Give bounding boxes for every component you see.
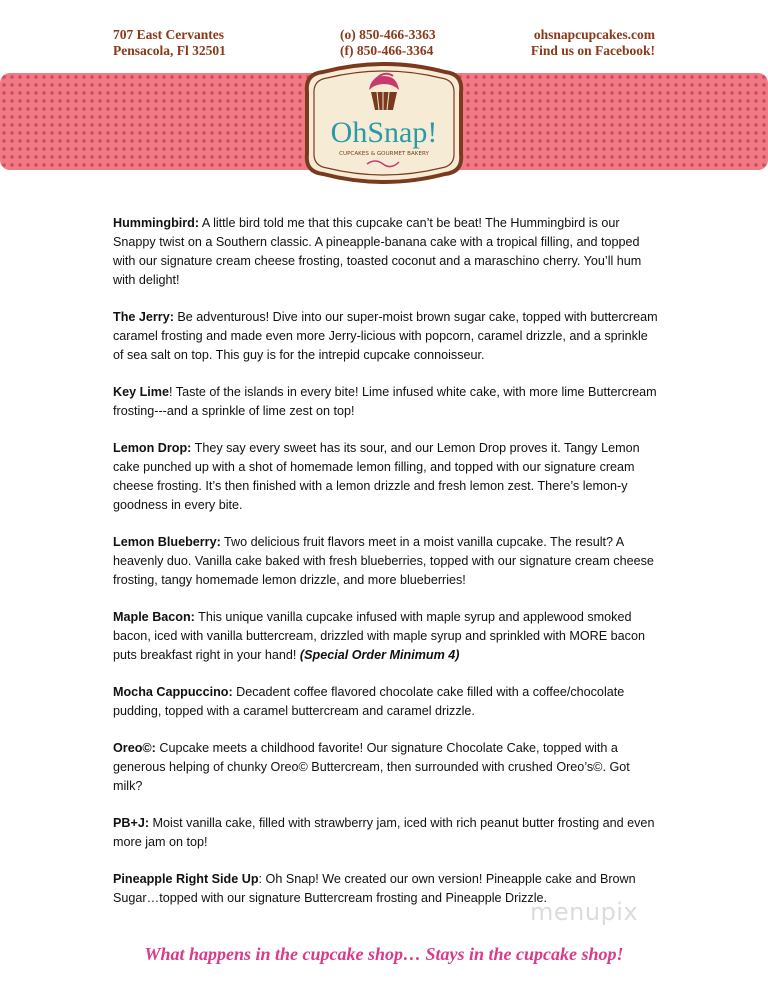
phone-number: (o) 850-466-3363 <box>340 27 436 42</box>
item-description: A little bird told me that this cupcake can’t be beat! The Hummingbird is our Snappy twist on a Southern classic. A pineapple-banana cake with a tropical filling, and topped with our signature cream cheese frosting, toasted coconut and a maraschino cherry. You’ll hum with delight! <box>113 216 642 287</box>
menu-item <box>113 533 658 590</box>
watermark: menupix <box>530 898 639 926</box>
menu-item <box>113 683 658 721</box>
item-description: Be adventurous! Dive into our super-moist brown sugar cake, topped with buttercream caramel frosting and made even more Jerry-licious with popcorn, caramel drizzle, and a sprinkle of sea salt on top. This guy is for the intrepid cupcake connoisseur. <box>113 310 658 362</box>
ohsnap-logo <box>303 62 465 184</box>
phone-block <box>340 27 436 59</box>
logo-name: OhSnap! <box>330 116 438 149</box>
item-description: This unique vanilla cupcake infused with maple syrup and applewood smoked bacon, iced with vanilla buttercream, drizzled with maple syrup and sprinkled with MORE bacon puts breakfast right in your hand! <box>113 610 645 662</box>
item-name: Maple Bacon: <box>113 610 195 624</box>
item-name: Lemon Drop: <box>113 441 192 455</box>
footer-slogan: What happens in the cupcake shop… Stays in the cupcake shop! <box>144 944 624 964</box>
address-block <box>113 27 226 59</box>
item-description: They say every sweet has its sour, and our Lemon Drop proves it. Tangy Lemon cake punched up with a shot of homemade lemon filling, and topped with our signature cream cheese frosting. It’s then finished with a lemon drizzle and fresh lemon zest. There’s lemon-y goodness in every bite. <box>113 441 640 512</box>
item-description: Moist vanilla cake, filled with strawberry jam, iced with rich peanut butter frosting and even more jam on top! <box>113 816 655 849</box>
facebook-link[interactable]: Find us on Facebook! <box>530 43 655 58</box>
item-description: Two delicious fruit flavors meet in a moist vanilla cupcake. The result? A heavenly duo. Vanilla cake baked with fresh blueberries, topped with our signature cream cheese frosting, tangy homemade lemon drizzle, and more blueberries! <box>113 535 654 587</box>
address-city: Pensacola, Fl 32501 <box>113 43 226 58</box>
item-name: Oreo©: <box>113 741 156 755</box>
menu-item <box>113 439 658 515</box>
menu-item <box>113 608 658 665</box>
address-street: 707 East Cervantes <box>113 27 224 42</box>
menu-item <box>113 214 658 290</box>
item-name: Lemon Blueberry: <box>113 535 221 549</box>
item-note: (Special Order Minimum 4) <box>299 648 460 662</box>
item-description: Decadent coffee flavored chocolate cake filled with a coffee/chocolate pudding, topped with a caramel buttercream and caramel drizzle. <box>113 685 625 718</box>
logo-graphic <box>303 62 465 184</box>
fax-number: (f) 850-466-3364 <box>340 43 434 58</box>
website-link[interactable]: ohsnapcupcakes.com <box>533 27 655 42</box>
item-description: Cupcake meets a childhood favorite! Our signature Chocolate Cake, topped with a generous helping of chunky Oreo© Buttercream, then surrounded with crushed Oreo’s©. Got milk? <box>113 741 630 793</box>
item-name: Key Lime <box>113 385 169 399</box>
item-name: Mocha Cappuccino: <box>113 685 233 699</box>
logo-tagline: CUPCAKES & GOURMET BAKERY <box>339 151 429 157</box>
web-block <box>531 27 655 59</box>
item-name: PB+J: <box>113 816 150 830</box>
item-name: The Jerry: <box>113 310 174 324</box>
item-name: Hummingbird: <box>113 216 200 230</box>
item-name: Pineapple Right Side Up <box>113 872 259 886</box>
item-description: : Oh Snap! We created our own version! Pineapple cake and Brown Sugar…topped with our signature Buttercream frosting and Pineapple Drizzle. <box>113 872 636 905</box>
menu-item <box>113 383 658 421</box>
menu-item <box>113 739 658 796</box>
cupcake-menu <box>113 214 658 926</box>
menu-item <box>113 814 658 852</box>
menu-item <box>113 308 658 365</box>
item-description: ! Taste of the islands in every bite! Lime infused white cake, with more lime Buttercream frosting---and a sprinkle of lime zest on top! <box>113 385 657 418</box>
